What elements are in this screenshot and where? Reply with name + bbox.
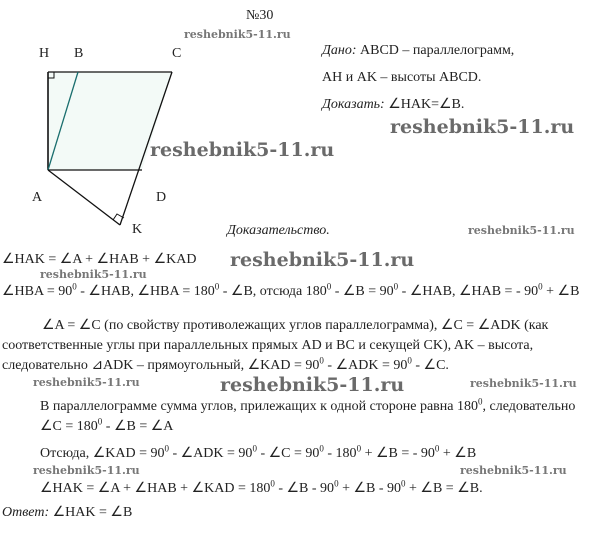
proof-text: следовательно ⊿ADK – прямоугольный, ∠KAD = 90 bbox=[2, 358, 320, 373]
label-d: D bbox=[156, 190, 167, 205]
proof-text: ∠C = 180 bbox=[40, 419, 98, 434]
proof-line bbox=[2, 252, 196, 268]
degree-superscript: 0 bbox=[72, 281, 77, 292]
proof-text: - 180 bbox=[323, 446, 357, 461]
label-b: B bbox=[74, 46, 84, 61]
proof-text: Отсюда, ∠KAD = 90 bbox=[40, 446, 165, 461]
given-text-1: ABCD – параллелограмм, bbox=[360, 43, 515, 58]
prove-label: Доказать: bbox=[322, 97, 385, 112]
proof-text: - ∠B, отсюда 180 bbox=[219, 284, 327, 299]
proof-line bbox=[40, 396, 576, 415]
proof-text: + ∠B = - 90 bbox=[361, 446, 435, 461]
proof-line bbox=[40, 416, 174, 435]
watermark: reshebnik5-11.ru bbox=[40, 268, 147, 281]
degree-superscript: 0 bbox=[407, 355, 412, 366]
degree-superscript: 0 bbox=[478, 396, 483, 407]
given-line-2: AH и AK – высоты ABCD. bbox=[322, 70, 482, 85]
proof-text: + ∠B bbox=[542, 284, 580, 299]
proof-text: В параллелограмме сумма углов, прилежащих к одной стороне равна 180 bbox=[40, 399, 478, 414]
proof-text: + ∠B bbox=[439, 446, 477, 461]
proof-text: ∠HAK = ∠A + ∠HAB + ∠KAD bbox=[2, 252, 197, 267]
given-line-1 bbox=[322, 43, 514, 59]
proof-text: - ∠HAB, ∠HBA = 180 bbox=[76, 284, 215, 299]
proof-line bbox=[40, 478, 483, 497]
answer-line bbox=[2, 505, 132, 521]
degree-superscript: 0 bbox=[164, 443, 169, 454]
degree-superscript: 0 bbox=[270, 478, 275, 489]
problem-number: №30 bbox=[246, 8, 274, 23]
watermark: reshebnik5-11.ru bbox=[468, 224, 575, 237]
watermark: reshebnik5-11.ru bbox=[230, 249, 415, 271]
degree-superscript: 0 bbox=[393, 281, 399, 292]
proof-text: ∠HAK = ∠A + ∠HAB + ∠KAD = 180 bbox=[40, 481, 271, 496]
proof-line bbox=[40, 443, 477, 462]
proof-text: - ∠ADK = 90 bbox=[168, 446, 253, 461]
answer-text: ∠HAK = ∠B bbox=[52, 505, 133, 520]
watermark: reshebnik5-11.ru bbox=[470, 377, 577, 390]
degree-superscript: 0 bbox=[356, 443, 362, 454]
proof-text: - ∠B = ∠A bbox=[102, 419, 174, 434]
watermark: reshebnik5-11.ru bbox=[220, 374, 405, 396]
label-h: H bbox=[39, 46, 50, 61]
label-a: A bbox=[32, 190, 43, 205]
degree-superscript: 0 bbox=[97, 416, 103, 427]
proof-text: ∠A = ∠C (по свойству противолежащих углов параллелограмма), ∠C = ∠ADK (как bbox=[42, 318, 549, 333]
proof-heading: Доказательство. bbox=[227, 223, 330, 238]
proof-text: соответственные углы при параллельных прямых AD и BC и секущей CK), AK – высота, bbox=[2, 338, 534, 353]
degree-superscript: 0 bbox=[401, 478, 406, 489]
proof-text: - ∠C. bbox=[411, 358, 449, 373]
watermark: reshebnik5-11.ru bbox=[150, 139, 335, 161]
label-k: K bbox=[132, 222, 143, 237]
prove-text: ∠HAK=∠B. bbox=[388, 97, 465, 112]
degree-superscript: 0 bbox=[319, 443, 324, 454]
proof-text: , следовательно bbox=[482, 399, 576, 414]
degree-superscript: 0 bbox=[538, 281, 543, 292]
label-c: C bbox=[172, 46, 182, 61]
degree-superscript: 0 bbox=[326, 281, 332, 292]
proof-line bbox=[2, 281, 580, 300]
watermark: reshebnik5-11.ru bbox=[33, 376, 140, 389]
watermark: reshebnik5-11.ru bbox=[184, 28, 291, 41]
proof-line bbox=[2, 355, 449, 374]
proof-line bbox=[42, 318, 548, 334]
proof-text: - ∠C = 90 bbox=[256, 446, 320, 461]
degree-superscript: 0 bbox=[214, 281, 220, 292]
prove-line bbox=[322, 97, 464, 113]
proof-text: - ∠HAB, ∠HAB = - 90 bbox=[398, 284, 539, 299]
proof-text: - ∠ADK = 90 bbox=[323, 358, 408, 373]
given-label: Дано: bbox=[322, 43, 357, 58]
watermark: reshebnik5-11.ru bbox=[460, 464, 567, 477]
degree-superscript: 0 bbox=[252, 443, 257, 454]
line-ak bbox=[48, 170, 120, 225]
watermark: reshebnik5-11.ru bbox=[390, 116, 575, 138]
proof-text: + ∠B = ∠B. bbox=[405, 481, 483, 496]
proof-text: - ∠B - 90 bbox=[274, 481, 335, 496]
watermark: reshebnik5-11.ru bbox=[33, 464, 140, 477]
answer-label: Ответ: bbox=[2, 505, 50, 520]
proof-text: + ∠B - 90 bbox=[338, 481, 402, 496]
degree-superscript: 0 bbox=[319, 355, 324, 366]
proof-line bbox=[2, 338, 533, 354]
proof-text: ∠HBA = 90 bbox=[2, 284, 73, 299]
degree-superscript: 0 bbox=[434, 443, 440, 454]
degree-superscript: 0 bbox=[334, 478, 339, 489]
proof-text: - ∠B = 90 bbox=[331, 284, 394, 299]
